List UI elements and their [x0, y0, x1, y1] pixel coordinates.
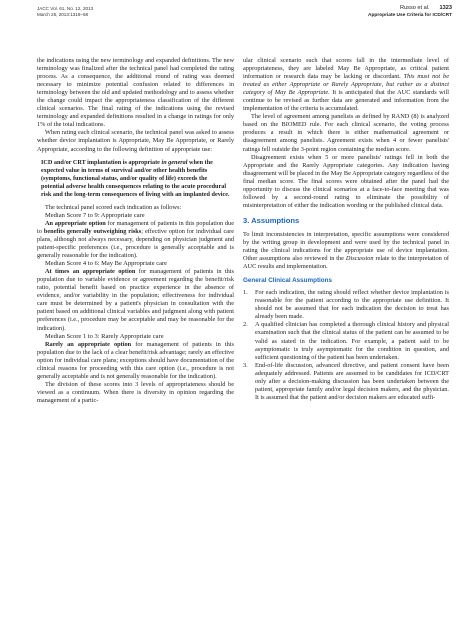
paragraph: The technical panel scored each indication as follows: — [45, 203, 182, 211]
running-title: Appropriate Use Criteria for ICD/CRT — [368, 13, 452, 18]
header-authors: Russo et al. — [400, 5, 430, 11]
journal-volume: JACC Vol. 61, No. 12, 2013 — [37, 6, 94, 11]
paragraph: Disagreement exists when 5 or more panelists' ratings fell in both the Appropriate and the Rarely Appropriate categories. Any indication having disagreement will be placed in the May Be Appropriate category regardless of the final median score. The final scores were obtained after the panel had the opportunity to discuss the clinical scenarios at a face-to-face meeting that was followed by a second-round rating to eliminate the possibility of misinterpretation of either the indication wording or the published clinical data. — [243, 153, 449, 209]
paragraph: the indications using the new terminology and expanded definitions. The new terminology was finalized after the technical panel had completed the rating process. As a consequence, the additional round of rating was deemed necessary to minimize potential confusion related to differences in terminology between the old and updated methodology and to assess whether the change could impact the appropriateness classification of the different clinical scenarios. The final rating of the indications using the revised terminology and expanded definitions resulted in a change in ratings for only 1% of the total indications. — [37, 57, 234, 129]
list-item: 3. End-of-life discussion, advanced directive, and patient consent have been adequately addressed. Patients are assumed to be candidates for ICD/CRT only after a decision-making discussion has been undertaken between the patient, appropriate family and/or legal decision makers, and the physician. It is assumed that the patient and/or decision makers are educated suffi- — [243, 361, 449, 401]
running-header — [368, 5, 452, 19]
list-item: 1. For each indication, the rating should reflect whether device implantation is reasonable for the patient according to the appropriate use definition. It should not be assumed that for each indication the decision to treat has already been made. — [243, 289, 449, 321]
paragraph: The division of these scores into 3 levels of appropriateness should be viewed as a continuum. When there is diversity in opinion regarding the management of a partic- — [37, 380, 234, 404]
score-heading-may-be-appropriate: Median Score 4 to 6: May Be Appropriate care — [45, 260, 168, 268]
assumption-list — [243, 289, 449, 402]
paragraph: The level of agreement among panelists as defined by RAND (8) is analyzed based on the BIOMED rule. For each clinical scenario, the voting process produces a result in which there is either mathematical agreement or disagreement among panelists. Agreement exists when 4 or fewer panelists' ratings fell outside the 3-point region containing the median score. — [243, 113, 449, 153]
paragraph: To limit inconsistencies in interpretation, specific assumptions were considered by the writing group in development and were used by the technical panel in rating the clinical indications for the appropriate use of device implantation. Other assumptions also reviewed in the Discussion relate to the interpretation of AUC results and implementation. — [243, 230, 449, 271]
paragraph: ular clinical scenario such that scores fall in the intermediate level of appropriateness, they are labeled May Be Appropriate, as critical patient information or research data may be lacking or discordant. This must not be treated as either Appropriate or Rarely Appropriate, but rather as a distinct category of May Be Appropriate. It is anticipated that the AUC standards will continue to be revised as further data are generated and information from the implementation of the criteria is accumulated. — [243, 57, 449, 113]
section-heading-assumptions: 3. Assumptions — [243, 215, 300, 225]
left-column — [37, 57, 234, 405]
list-item: 2. A qualified clinician has completed a thorough clinical history and physical examination such that the clinical status of the patient can be assumed to be valid as stated in the indication. For example, a patient said to be asymptomatic is truly asymptomatic for the condition in question, and sufficient questioning of the patient has been undertaken. — [243, 321, 449, 361]
score-description: An appropriate option for management of patients in this population due to benefits generally outweighing risks; effective option for individual care plans, although not always necessary, depending on physician judgment and patient-specific preferences (i.e., procedure is generally acceptable and is generally reasonable for the indication). — [37, 219, 234, 260]
score-heading-rarely-appropriate: Median Score 1 to 3: Rarely Appropriate care — [45, 332, 164, 340]
subsection-heading: General Clinical Assumptions — [243, 277, 332, 285]
definition-box: ICD and/or CRT implantation is appropriate in general when the expected value in terms of survival and/or other health benefits (symptoms, functional status, and/or quality of life) exceeds the potential adverse health consequences relating to the acute procedural risk and the long-term consequences of living with an implanted device. — [41, 158, 230, 198]
score-description: Rarely an appropriate option for management of patients in this population due to the lack of a clear benefit/risk advantage; rarely an effective option for individual care plans; exceptions should have documentation of the clinical reasons for proceeding with this care option (i.e., procedure is not generally acceptable and is not generally reasonable for the indication). — [37, 340, 234, 380]
journal-citation — [37, 6, 93, 19]
score-description: At times an appropriate option for management of patients in this population due to variable evidence or agreement regarding the benefit/risk ratio, potential benefit based on practice experience in the absence of evidence, and/or variability in the population; effectiveness for individual care must be determined by a patient's physician in consultation with the patient based on additional clinical variables and judgment along with patient preferences (i.e., procedure may be acceptable and may be reasonable for the indication). — [37, 268, 234, 332]
paragraph: When rating each clinical scenario, the technical panel was asked to assess whether device implantation is Appropriate, May Be Appropriate, or Rarely Appropriate, according to the following definition of appropriate use: — [37, 129, 234, 153]
page-number: 1323 — [439, 5, 452, 11]
score-heading-appropriate: Median Score 7 to 9: Appropriate care — [45, 211, 145, 219]
right-column — [243, 57, 449, 402]
journal-date-pages: March 26, 2013:1318–68 — [37, 12, 89, 18]
